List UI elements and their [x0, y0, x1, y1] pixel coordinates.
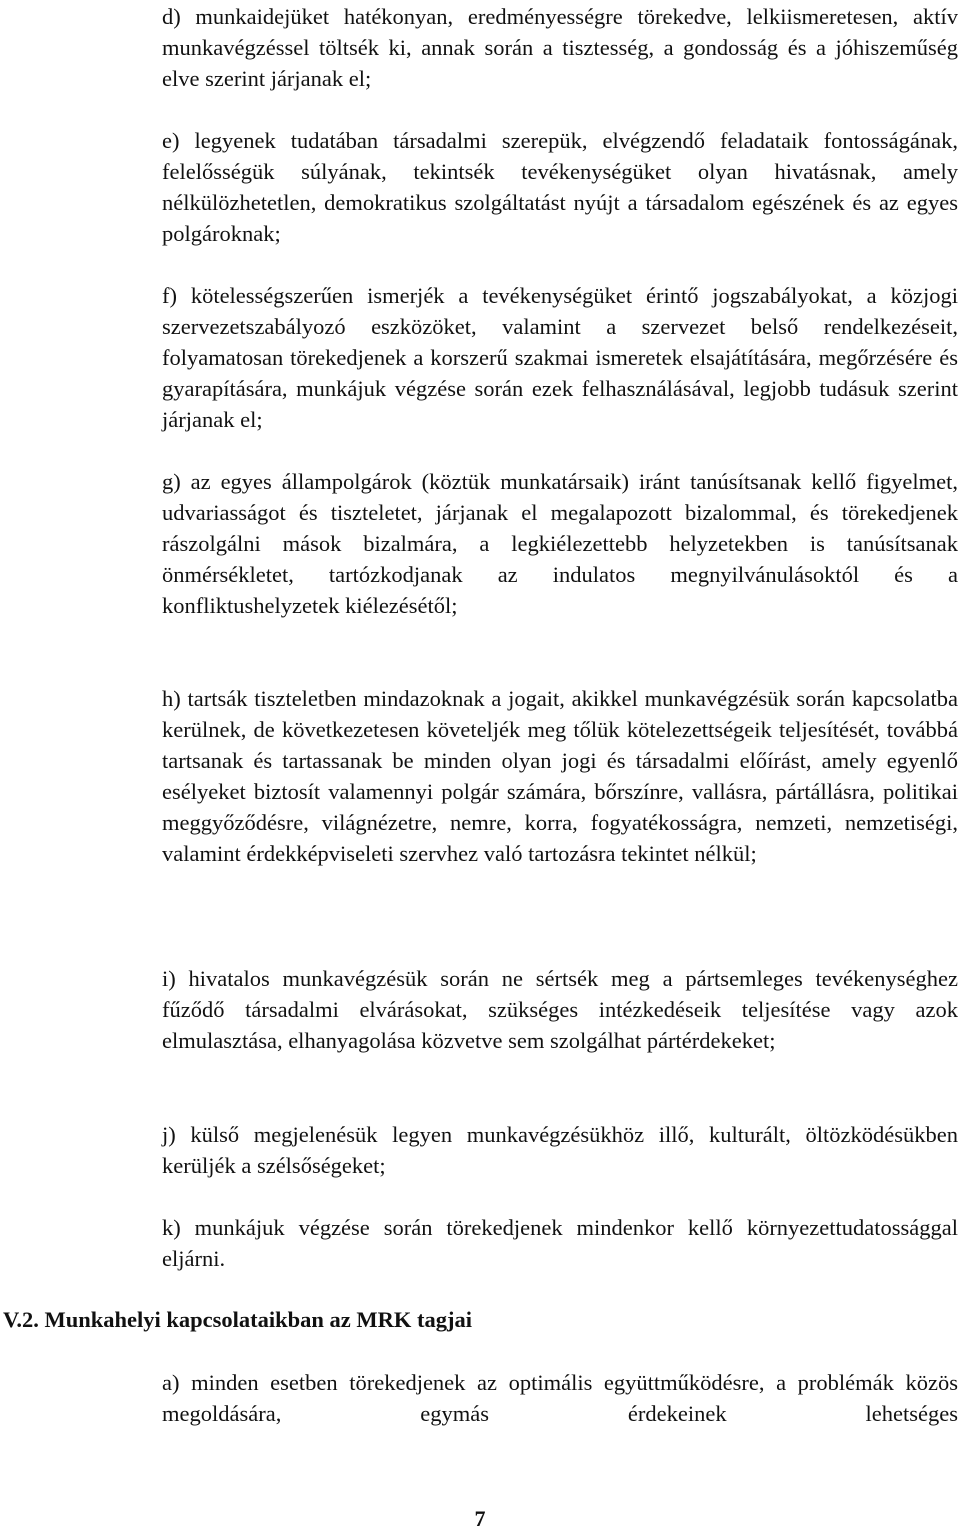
paragraph-g: g) az egyes állampolgárok (köztük munkatársaik) iránt tanúsítsanak kellő figyelmet, udvariasságot és tiszteletet, járjanak el megalapozott bizalommal, és törekedjenek rászolgálni mások bizalmára, a legkiélezettebb helyzetekben is tanúsítsanak önmérsékletet, tartózkodjanak az indulatos megnyilvánulásoktól és a konfliktushelyzetek kiélezésétől;	[162, 469, 958, 618]
paragraph-d: d) munkaidejüket hatékonyan, eredményességre törekedve, lelkiismeretesen, aktív munkavégzéssel töltsék ki, annak során a tisztesség, a gondosság és a jóhiszeműség elve szerint járjanak el;	[162, 4, 958, 91]
paragraph-e: e) legyenek tudatában társadalmi szerepük, elvégzendő feladataik fontosságának, felelősségük súlyának, tekintsék tevékenységüket olyan hivatásnak, amely nélkülözhetetlen, demokratikus szolgáltatást nyújt a társadalom egészének és az egyes polgároknak;	[162, 128, 958, 246]
paragraph-i: i) hivatalos munkavégzésük során ne sértsék meg a pártsemleges tevékenységhez fűződő társadalmi elvárásokat, szükséges intézkedéseik teljesítése vagy azok elmulasztása, elhanyagolása közvetve sem szolgálhat pártérdekeket;	[162, 966, 958, 1053]
page-number: 7	[474, 1506, 486, 1531]
section-paragraph-a: a) minden esetben törekedjenek az optimális együttműködésre, a problémák közös megoldására, egymás érdekeinek lehetséges	[162, 1370, 958, 1426]
paragraph-f: f) kötelességszerűen ismerjék a tevékenységüket érintő jogszabályokat, a közjogi szervezetszabályozó eszközöket, valamint a szervezet belső rendelkezéseit, folyamatosan törekedjenek a korszerű szakmai ismeretek elsajátítására, megőrzésére és gyarapítására, munkájuk végzése során ezek felhasználásával, legjobb tudásuk szerint járjanak el;	[162, 283, 958, 432]
paragraph-h: h) tartsák tiszteletben mindazoknak a jogait, akikkel munkavégzésük során kapcsolatba kerülnek, de következetesen követeljék meg tőlük kötelezettségeik teljesítését, továbbá tartsanak és tartassanak be minden olyan jogi és társadalmi előírást, amely egyenlő esélyeket biztosít valamennyi polgár számára, bőrszínre, vallásra, pártállásra, politikai meggyőződésre, világnézetre, nemre, korra, fogyatékosságra, nemzeti, nemzetiségi, valamint érdekképviseleti szervhez való tartozásra tekintet nélkül;	[162, 686, 958, 866]
section-heading: V.2. Munkahelyi kapcsolataikban az MRK tagjai	[3, 1307, 473, 1332]
paragraph-k: k) munkájuk végzése során törekedjenek mindenkor kellő környezettudatossággal eljárni.	[162, 1215, 958, 1271]
paragraph-j: j) külső megjelenésük legyen munkavégzésükhöz illő, kulturált, öltözködésükben kerüljék a szélsőségeket;	[162, 1122, 958, 1178]
